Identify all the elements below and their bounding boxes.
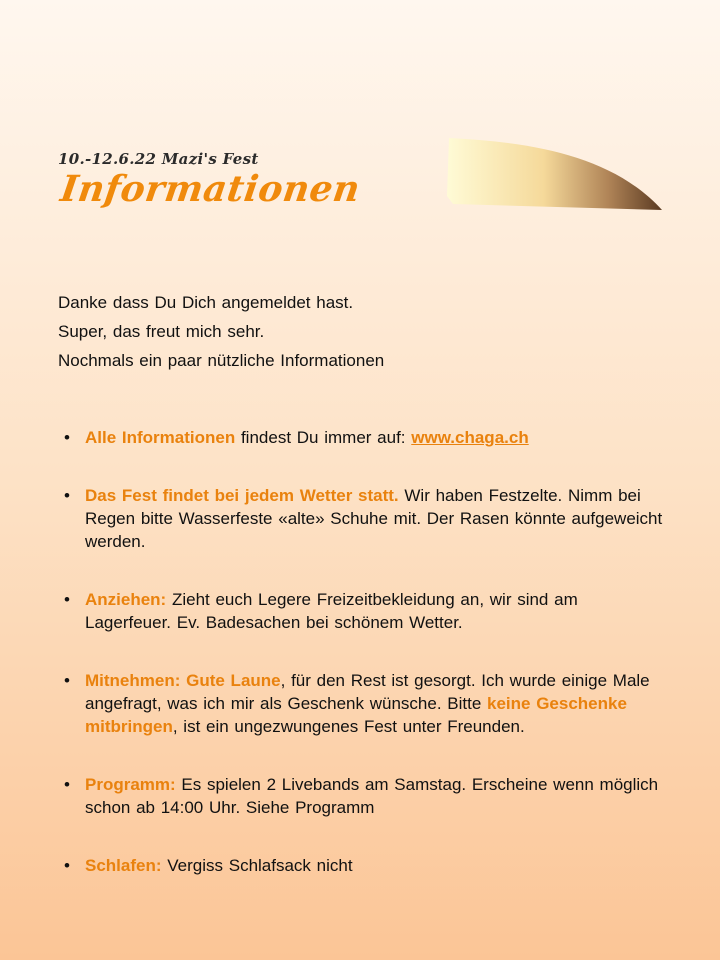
item-text: , für den Rest ist gesorgt. Ich wurde einige Male angefragt, was ich mir als Geschenk wünsche. Bitte [85, 671, 650, 713]
item-text: , ist ein ungezwungenes Fest unter Freunden. [172, 717, 525, 736]
item-label: Alle Informationen [85, 428, 236, 447]
item-text: Wir haben Festzelte. Nimm bei Regen bitte Wasserfeste «alte» Schuhe mit. Der Rasen könnte aufgeweicht werden. [85, 486, 663, 551]
list-item-anziehen [64, 588, 664, 634]
page-title: Informationen [58, 168, 363, 210]
decorative-swoosh [443, 136, 665, 212]
bullet-icon: • [64, 856, 70, 875]
list-item-mitnehmen [64, 669, 664, 738]
intro-line: Super, das freut mich sehr. [58, 322, 265, 341]
item-label: Anziehen: [85, 590, 167, 609]
website-link[interactable]: www.chaga.ch [411, 428, 529, 447]
event-subtitle: 10.-12.6.22 Mazi's Fest [58, 150, 259, 168]
list-item-schlafen [64, 854, 664, 877]
list-item-wetter [64, 484, 664, 553]
item-label: Mitnehmen: Gute Laune [85, 671, 281, 690]
intro-text [58, 288, 384, 375]
item-text: findest Du immer auf: [235, 428, 412, 447]
info-list [64, 426, 664, 877]
list-item-programm [64, 773, 664, 819]
item-text: Zieht euch Legere Freizeitbekleidung an, wir sind am Lagerfeuer. Ev. Badesachen bei schönem Wetter. [85, 590, 578, 632]
item-text: Vergiss Schlafsack nicht [161, 856, 353, 875]
item-label: Schlafen: [85, 856, 162, 875]
bullet-icon: • [64, 590, 70, 609]
bullet-icon: • [64, 671, 70, 690]
intro-line: Nochmals ein paar nützliche Informationen [58, 351, 385, 370]
intro-line: Danke dass Du Dich angemeldet hast. [58, 293, 354, 312]
item-label: Das Fest findet bei jedem Wetter statt. [85, 486, 399, 505]
list-item-informationen [64, 426, 664, 449]
item-text: Es spielen 2 Livebands am Samstag. Erscheine wenn möglich schon ab 14:00 Uhr. Siehe Programm [85, 775, 659, 817]
bullet-icon: • [64, 775, 70, 794]
item-label-secondary: keine Geschenke mitbringen [85, 694, 627, 736]
bullet-icon: • [64, 428, 70, 447]
bullet-icon: • [64, 486, 70, 505]
item-label: Programm: [85, 775, 176, 794]
